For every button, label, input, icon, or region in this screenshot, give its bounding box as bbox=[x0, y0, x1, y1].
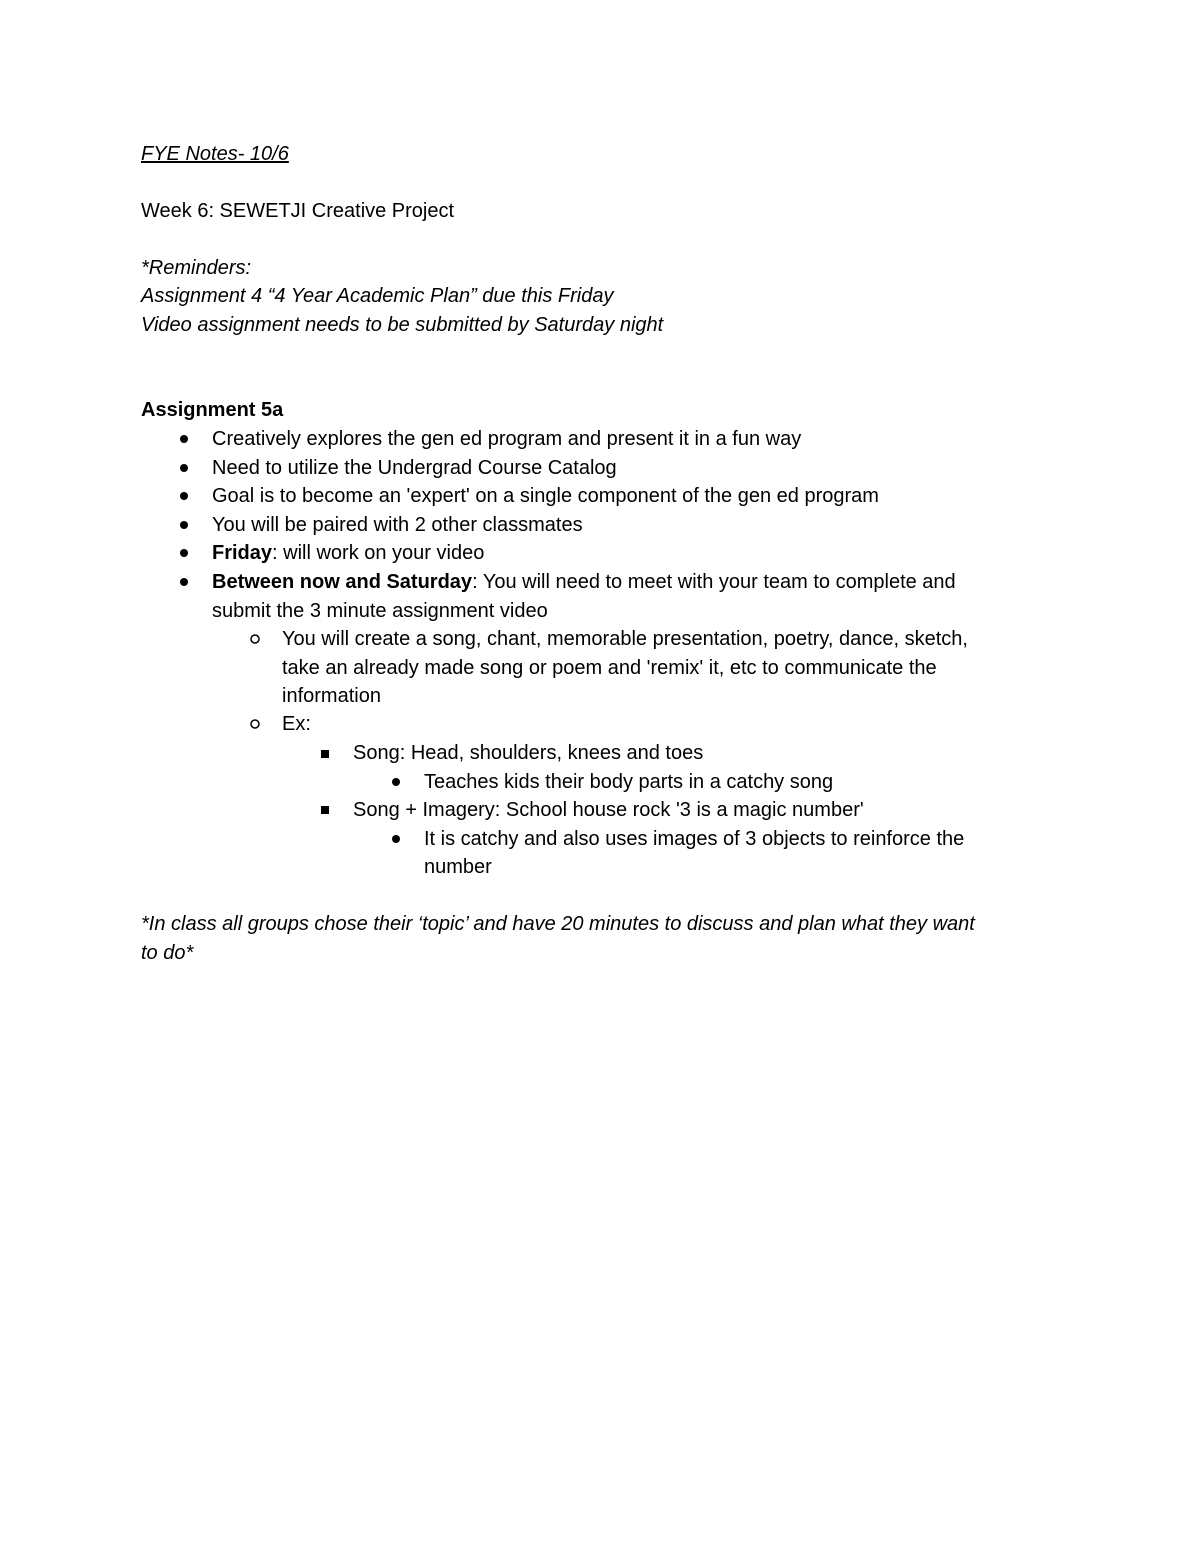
bullet-dot-icon bbox=[177, 575, 191, 589]
bullet-square-icon bbox=[318, 803, 332, 817]
assignment-heading: Assignment 5a bbox=[141, 399, 284, 421]
friday-label: Friday bbox=[212, 542, 273, 564]
bullet-dot-icon bbox=[177, 518, 191, 532]
sub-list-item: You will create a song, chant, memorable presentation, poetry, dance, sketch, bbox=[282, 628, 968, 650]
week-line: Week 6: SEWETJI Creative Project bbox=[141, 200, 455, 222]
between-text: : You will need to meet with your team to complete and bbox=[472, 571, 956, 593]
sub-list-item-continuation: information bbox=[282, 685, 381, 707]
document-title: FYE Notes- 10/6 bbox=[141, 143, 289, 165]
list-item: Creatively explores the gen ed program and present it in a fun way bbox=[212, 428, 802, 450]
list-item-continuation: submit the 3 minute assignment video bbox=[212, 600, 548, 622]
list-item: You will be paired with 2 other classmates bbox=[212, 514, 583, 536]
example-detail-continuation: number bbox=[424, 856, 492, 878]
list-item: Goal is to become an 'expert' on a single component of the gen ed program bbox=[212, 485, 879, 507]
example-item: Song: Head, shoulders, knees and toes bbox=[353, 742, 704, 764]
bullet-dot-icon bbox=[177, 546, 191, 560]
between-label: Between now and Saturday bbox=[212, 571, 473, 593]
closing-note: *In class all groups chose their ‘topic’ and have 20 minutes to discuss and plan what they want bbox=[141, 913, 975, 935]
list-item: Need to utilize the Undergrad Course Catalog bbox=[212, 457, 617, 479]
sub-list-item: Ex: bbox=[282, 713, 311, 735]
bullet-square-icon bbox=[318, 747, 332, 761]
reminder-item: Assignment 4 “4 Year Academic Plan” due this Friday bbox=[141, 285, 614, 307]
example-detail: Teaches kids their body parts in a catchy song bbox=[424, 771, 834, 793]
bullet-dot-icon bbox=[177, 432, 191, 446]
bullet-dot-icon bbox=[177, 461, 191, 475]
bullet-circle-icon bbox=[248, 632, 262, 646]
closing-note-continuation: to do* bbox=[141, 942, 194, 964]
list-item-between bbox=[212, 568, 956, 596]
sub-list-item-continuation: take an already made song or poem and 'remix' it, etc to communicate the bbox=[282, 657, 937, 679]
list-item-friday bbox=[212, 539, 484, 567]
example-detail: It is catchy and also uses images of 3 objects to reinforce the bbox=[424, 828, 965, 850]
reminders-heading: *Reminders: bbox=[141, 257, 252, 279]
reminder-item: Video assignment needs to be submitted by Saturday night bbox=[141, 314, 664, 336]
example-item: Song + Imagery: School house rock '3 is a magic number' bbox=[353, 799, 864, 821]
bullet-dot-icon bbox=[177, 489, 191, 503]
bullet-circle-icon bbox=[248, 717, 262, 731]
friday-text: : will work on your video bbox=[272, 542, 485, 564]
bullet-dot-icon bbox=[389, 832, 403, 846]
bullet-dot-icon bbox=[389, 775, 403, 789]
